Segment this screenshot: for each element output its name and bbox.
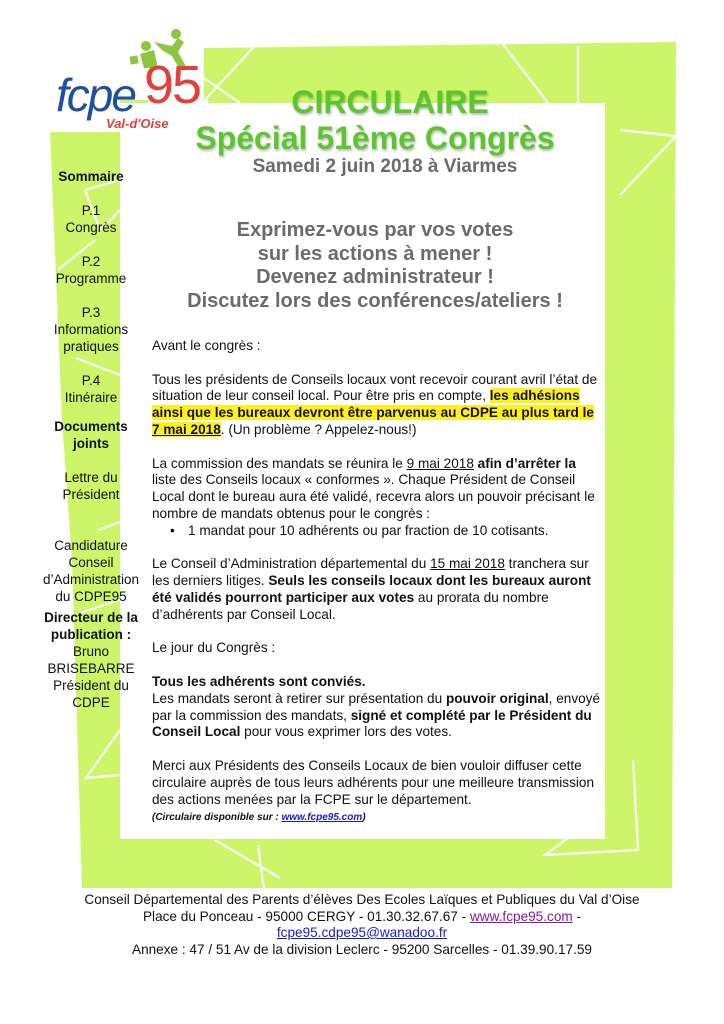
bullet-item: • 1 mandat pour 10 adhérents ou par fraction de 10 cotisants.: [188, 523, 602, 540]
text: Place du Ponceau - 95000 CERGY - 01.30.32.67.67 -: [142, 908, 470, 924]
footer-address: [0, 909, 724, 926]
summary-item-informations[interactable]: [36, 304, 146, 355]
summary-page: P.3: [81, 305, 101, 320]
tagline: [140, 219, 610, 313]
bold-text: afin d’arrêter la: [473, 455, 576, 471]
ca-date: 15 mai 2018: [430, 556, 505, 572]
tagline-line: Devenez administrateur !: [256, 266, 494, 288]
bold-text: pouvoir original: [445, 690, 549, 706]
director-heading: Directeur de la publication :: [44, 610, 138, 642]
summary-item-programme[interactable]: [36, 253, 146, 287]
document-title: CIRCULAIRE: [291, 84, 489, 120]
text: . (Un problème ? Appelez-nous!): [220, 421, 417, 437]
tagline-line: Exprimez-vous par vos votes: [236, 219, 514, 241]
summary-heading: Sommaire: [58, 169, 124, 184]
bold-text: Seuls les conseils locaux dont les bureaux auront été validés pourront participer aux votes: [152, 573, 591, 605]
documents-heading: Documents joints: [54, 419, 128, 451]
availability-note: [152, 812, 366, 823]
text: les adhésions ainsi que les bureaux devront être parvenus au CDPE au plus tard le: [152, 388, 594, 421]
bullet-list: [152, 523, 602, 540]
commission-date: 9 mai 2018: [406, 455, 474, 471]
text: au prorata du nombre d’adhérents par Conseil Local.: [152, 589, 549, 622]
summary-label: Informations pratiques: [53, 322, 129, 354]
paragraph-thanks: [152, 758, 602, 825]
logo-text: fcpe: [56, 69, 135, 121]
text: -: [572, 908, 582, 924]
deadline-date: 7 mai 2018: [152, 421, 221, 437]
text: ): [362, 812, 366, 824]
text: Les mandats seront à retirer sur présentation du: [152, 690, 446, 706]
section-heading-day: Le jour du Congrès :: [152, 640, 276, 656]
bold-text: signé et complété par le Président du Conseil Local: [152, 707, 592, 740]
text: liste des Conseils locaux « conformes ». Chaque Président de Conseil Local dont le bureau aura été validé, recevra alors un pouvoir précisant le nombre de mandats obtenus pour le congrès :: [152, 472, 595, 521]
footer: [0, 892, 724, 958]
summary-page: P.4: [81, 373, 101, 388]
logo-number: 95: [144, 55, 201, 115]
tagline-line: Discutez lors des conférences/ateliers !: [187, 289, 563, 312]
paragraph-deadline: [152, 372, 602, 439]
document-subtitle-title: Spécial 51ème Congrès: [195, 120, 555, 156]
document-lettre-president[interactable]: Lettre du Président: [62, 470, 120, 502]
summary-page: P.1: [81, 203, 101, 218]
summary-item-itineraire[interactable]: [36, 372, 146, 406]
summary-label: Congrès: [65, 220, 117, 235]
paragraph-ca: [152, 556, 602, 623]
text: Merci aux Présidents des Conseils Locaux de bien vouloir diffuser cette circulaire auprès de tous leurs adhérents pour une meilleure transmission des actions menées par la FCPE sur le département.: [152, 757, 595, 807]
text: , envoyé par la commission des mandats,: [152, 690, 601, 723]
text: Tous les présidents de Conseils locaux vont recevoir courant avril l’état de situation de leur conseil local. Pour être pris en compte,: [152, 371, 598, 404]
summary-item-congres[interactable]: [36, 202, 146, 236]
director-title: Président du CDPE: [53, 678, 129, 710]
document-header: [140, 84, 610, 178]
logo-region: Val-d'Oise: [106, 116, 169, 131]
sidebar-summary: [36, 168, 146, 711]
event-date: Samedi 2 juin 2018 à Viarmes: [252, 156, 518, 177]
footer-email-line: [0, 925, 724, 942]
summary-page: P.2: [81, 254, 101, 269]
director-name: Bruno BRISEBARRE: [47, 644, 135, 676]
text: tranchera sur les derniers litiges.: [152, 556, 589, 589]
summary-label: Itinéraire: [64, 390, 118, 405]
summary-label: Programme: [55, 271, 127, 286]
website-link[interactable]: www.fcpe95.com: [281, 812, 363, 824]
footer-email-link[interactable]: fcpe95.cdpe95@wanadoo.fr: [276, 925, 448, 940]
main-content: [152, 338, 602, 825]
tagline-line: sur les actions à mener !: [257, 242, 493, 265]
footer-organization: Conseil Départemental des Parents d’élèves Des Ecoles Laïques et Publiques du Val d’Oise: [84, 892, 640, 907]
footer-website-link[interactable]: www.fcpe95.com: [469, 908, 573, 924]
text: Le Conseil d’Administration départemental du: [152, 556, 431, 572]
text: (Circulaire disponible sur :: [152, 812, 282, 824]
text: pour vous exprimer lors des votes.: [240, 724, 452, 740]
text: La commission des mandats se réunira le: [152, 455, 407, 471]
section-heading-before: Avant le congrès :: [152, 338, 261, 353]
document-candidature[interactable]: Candidature Conseil d’Administration du CDPE95: [42, 538, 140, 604]
footer-annex: Annexe : 47 / 51 Av de la division Leclerc - 95200 Sarcelles - 01.39.90.17.59: [132, 941, 592, 957]
bold-text: Tous les adhérents sont conviés.: [152, 673, 366, 689]
paragraph-commission: [152, 456, 602, 523]
paragraph-mandats: [152, 674, 602, 741]
